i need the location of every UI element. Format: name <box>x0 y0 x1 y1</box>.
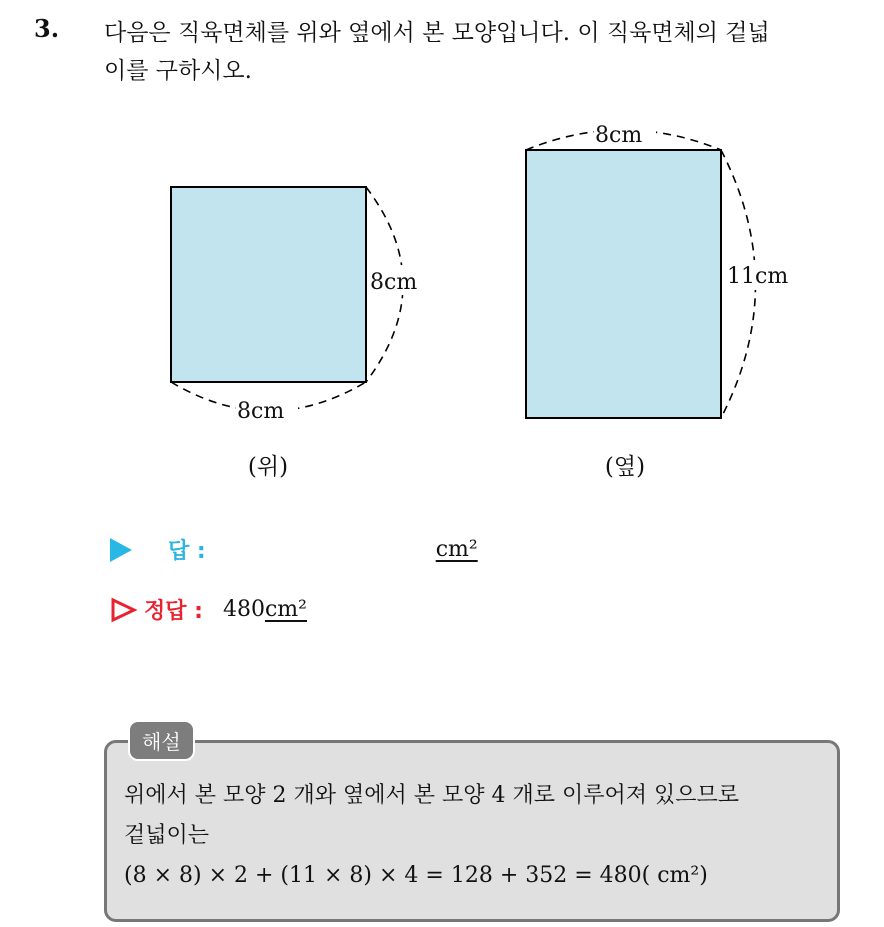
solution-line-3: (8 × 8) × 2 + (11 × 8) × 4 = 128 + 352 = 480( cm²) <box>124 863 708 888</box>
top-view-bottom-label: 8cm <box>237 399 285 424</box>
question-line-1: 다음은 직육면체를 위와 옆에서 본 모양입니다. 이 직육면체의 겉넓 <box>104 20 770 46</box>
side-view-caption: (옆) <box>604 454 646 480</box>
top-view-square <box>171 187 366 382</box>
answer-row <box>110 534 478 565</box>
solution-line-2: 겉넓이는 <box>124 823 210 848</box>
answer-unit: cm² <box>435 537 478 562</box>
question-line-2: 이를 구하시오. <box>104 58 252 84</box>
top-view-caption: (위) <box>247 454 289 480</box>
question-number: 3. <box>34 14 60 43</box>
top-view-side-label: 8cm <box>370 270 418 295</box>
side-view-top-label: 8cm <box>595 123 643 148</box>
solution-tag: 해설 <box>128 720 195 761</box>
correct-answer-row <box>110 594 307 625</box>
outline-triangle-icon <box>110 597 138 623</box>
solution-line-1: 위에서 본 모양 2 개와 옆에서 본 모양 4 개로 이루어져 있으므로 <box>124 783 739 808</box>
answer-label: 답 : <box>168 539 206 564</box>
play-triangle-icon <box>110 538 132 562</box>
side-view-side-label: 11cm <box>727 264 789 289</box>
solution-text <box>124 776 834 896</box>
correct-answer-label: 정답 : <box>144 599 203 624</box>
correct-answer-value: 480 <box>222 597 265 622</box>
side-view-rect <box>526 150 721 418</box>
correct-answer-unit: cm² <box>264 597 307 622</box>
